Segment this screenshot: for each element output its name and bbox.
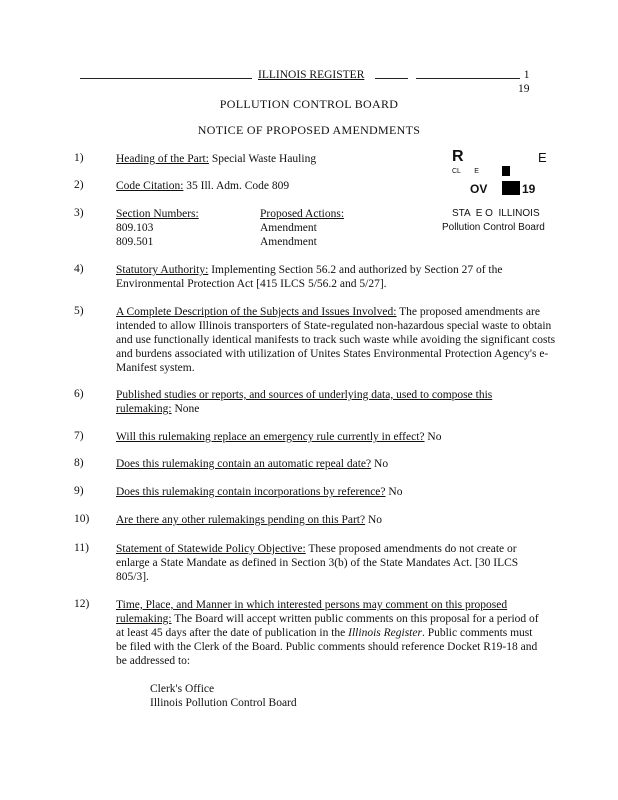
stamp-date-blot [502,181,520,195]
header-rule-right [416,78,520,79]
item-pending-rulemakings: Are there any other rulemakings pending on this Part? No [116,514,383,526]
page-number: 1 19 [518,69,530,95]
stamp-letter-e: E [538,150,547,165]
item-number: 11) [74,542,89,554]
section-numbers-label: Section Numbers: [116,208,199,220]
item-number: 12) [74,598,90,610]
item-policy-objective: Statement of Statewide Policy Objective: These proposed amendments do not create or enlarge a State Mandate as defined in Section 3(b) of the State Mandates Act. [30 ILCS 805/3]. [116,543,519,583]
stamp-smudge [502,166,510,176]
item-description: A Complete Description of the Subjects and Issues Involved: The proposed amendments are intended to allow Illinois transporters of State-regulated non-hazardous special waste to obtain and use functionally identical manifests to track such waste while avoiding the significant costs and burdens associated with utilization of Unites States Environmental Protection Agency's e-Manifest system. [116,306,556,374]
item-number: 1) [74,152,84,164]
item-repeal-date: Does this rulemaking contain an automatic repeal date? No [116,458,389,470]
item-statutory-authority: Statutory Authority: Implementing Section 56.2 and authorized by Section 27 of the Environmental Protection Act [415 ILCS 5/56.2 and 5/27]. [116,264,503,290]
item-number: 6) [74,388,84,400]
item-number: 2) [74,179,84,191]
stamp-line3-right: 19 [522,182,536,196]
header-rule-mid [375,78,408,79]
item-number: 8) [74,457,84,469]
proposed-action: Amendment [260,222,317,234]
proposed-action: Amendment [260,236,317,248]
item-section-numbers [116,207,436,249]
item-number: 4) [74,263,84,275]
header-rule-left [80,78,252,79]
stamp-board: Pollution Control Board [442,222,545,233]
item-number: 10) [74,513,90,525]
item-heading: Heading of the Part: Special Waste Hauling [116,153,317,165]
item-published-studies: Published studies or reports, and sources of underlying data, used to compose this rulemaking: None [116,389,493,415]
section-number: 809.501 [116,236,154,248]
item-number: 7) [74,430,84,442]
stamp-state: STA E O ILLINOIS [452,208,540,219]
section-number: 809.103 [116,222,154,234]
agency-title: POLLUTION CONTROL BOARD [219,97,399,111]
item-number: 9) [74,485,84,497]
item-comment-period: Time, Place, and Manner in which interested persons may comment on this proposed rulemaking: The Board will accept written public comments on this proposal for a period of at least 45 days after the date of publication in the Illinois Register. Public comments must be filed with the Clerk of the Board. Public comments should reference Docket R19-18 and be addressed to: [116,599,539,667]
address-line-2: Illinois Pollution Control Board [150,697,297,709]
stamp-line3-left: OV [470,182,488,196]
item-emergency-rule: Will this rulemaking replace an emergency rule currently in effect? No [116,431,442,443]
proposed-actions-label: Proposed Actions: [260,208,345,220]
address-line-1: Clerk's Office [150,683,215,695]
stamp-letter-r: R [452,148,464,165]
item-code-citation: Code Citation: 35 Ill. Adm. Code 809 [116,180,290,192]
register-title: ILLINOIS REGISTER [258,69,365,81]
stamp-line2: CL E [452,168,479,175]
notice-title: NOTICE OF PROPOSED AMENDMENTS [197,123,421,137]
item-incorporations: Does this rulemaking contain incorporations by reference? No [116,486,403,498]
item-number: 3) [74,207,84,219]
received-stamp [440,148,570,238]
item-number: 5) [74,305,84,317]
